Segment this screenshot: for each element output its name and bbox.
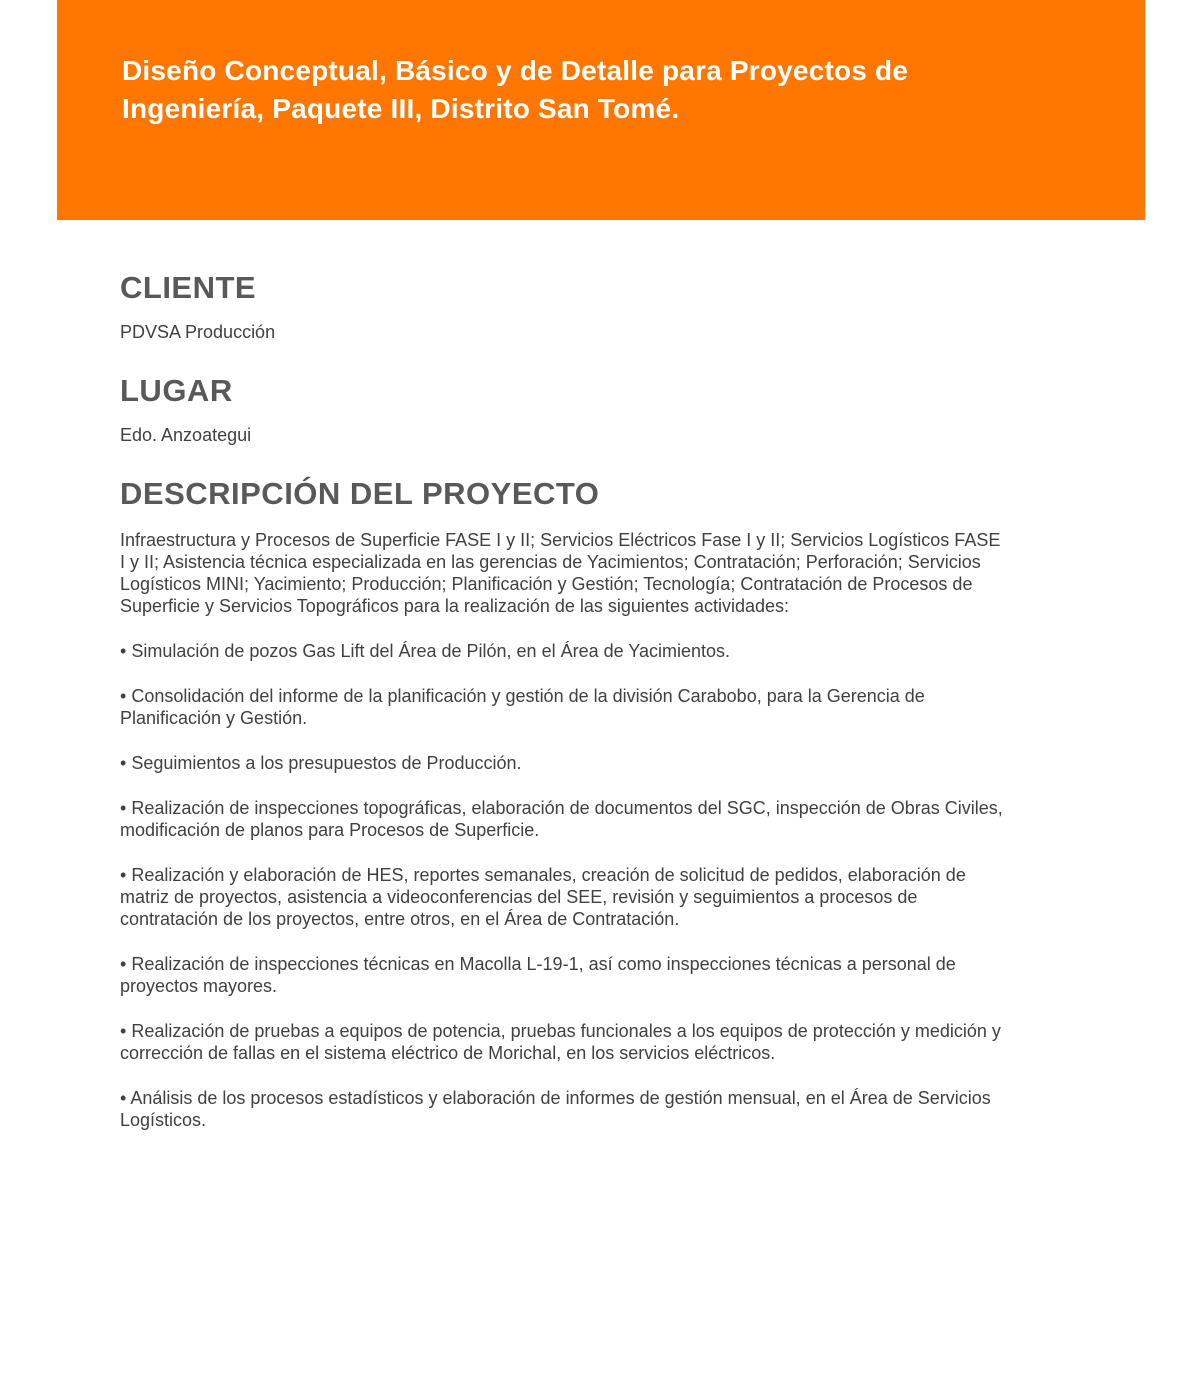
bullet-icon: • [120,1088,127,1108]
bullet-icon: • [120,753,127,773]
activity-item [120,1087,1008,1131]
section-heading-cliente: CLIENTE [120,270,257,305]
activity-item [120,864,1008,930]
bullet-icon: • [120,865,127,885]
activity-text: Realización y elaboración de HES, reportes semanales, creación de solicitud de pedidos, elaboración de matriz de proyectos, asistencia a videoconferencias del SEE, revisión y seguimientos a procesos de contratación de los proyectos, entre otros, en el Área de Contratación. [120,865,966,929]
section-heading-lugar: LUGAR [120,373,233,408]
bullet-icon: • [120,641,127,661]
activity-text: Consolidación del informe de la planificación y gestión de la división Carabobo, para la Gerencia de Planificación y Gestión. [120,686,925,728]
bullet-icon: • [120,1021,127,1041]
activity-text: Realización de inspecciones técnicas en Macolla L-19-1, así como inspecciones técnicas a personal de proyectos mayores. [120,954,956,996]
document-content [120,220,1008,1131]
activity-item [120,685,1008,729]
activity-item [120,752,1008,774]
descripcion-intro-paragraph: Infraestructura y Procesos de Superficie FASE I y II; Servicios Eléctricos Fase I y II; Servicios Logísticos FASE I y II; Asistencia técnica especializada en las gerencias de Yacimientos; Contratación; Perforación; Servicios Logísticos MINI; Yacimiento; Producción; Planificación y Gestión; Tecnología; Contratación de Procesos de Superficie y Servicios Topográficos para la realización de las siguientes actividades: [120,530,1001,616]
activity-text: Seguimientos a los presupuestos de Producción. [131,753,522,773]
activity-text: Análisis de los procesos estadísticos y elaboración de informes de gestión mensual, en el Área de Servicios Logísticos. [120,1088,991,1130]
activity-item [120,797,1008,841]
activities-list [120,640,1008,1131]
activity-item [120,953,1008,997]
bullet-icon: • [120,686,127,706]
section-heading-descripcion: DESCRIPCIÓN DEL PROYECTO [120,476,600,511]
project-title: Diseño Conceptual, Básico y de Detalle para Proyectos de Ingeniería, Paquete III, Distrito San Tomé. [122,55,909,124]
cliente-value: PDVSA Producción [120,322,276,342]
lugar-value: Edo. Anzoategui [120,425,252,445]
activity-text: Simulación de pozos Gas Lift del Área de Pilón, en el Área de Yacimientos. [131,641,731,661]
activity-text: Realización de inspecciones topográficas, elaboración de documentos del SGC, inspección de Obras Civiles, modificación de planos para Procesos de Superficie. [120,798,1003,840]
bullet-icon: • [120,954,127,974]
activity-item [120,640,1008,662]
activity-item [120,1020,1008,1064]
activity-text: Realización de pruebas a equipos de potencia, pruebas funcionales a los equipos de protección y medición y corrección de fallas en el sistema eléctrico de Morichal, en los servicios eléctricos. [120,1021,1001,1063]
header-banner [57,0,1145,220]
bullet-icon: • [120,798,127,818]
